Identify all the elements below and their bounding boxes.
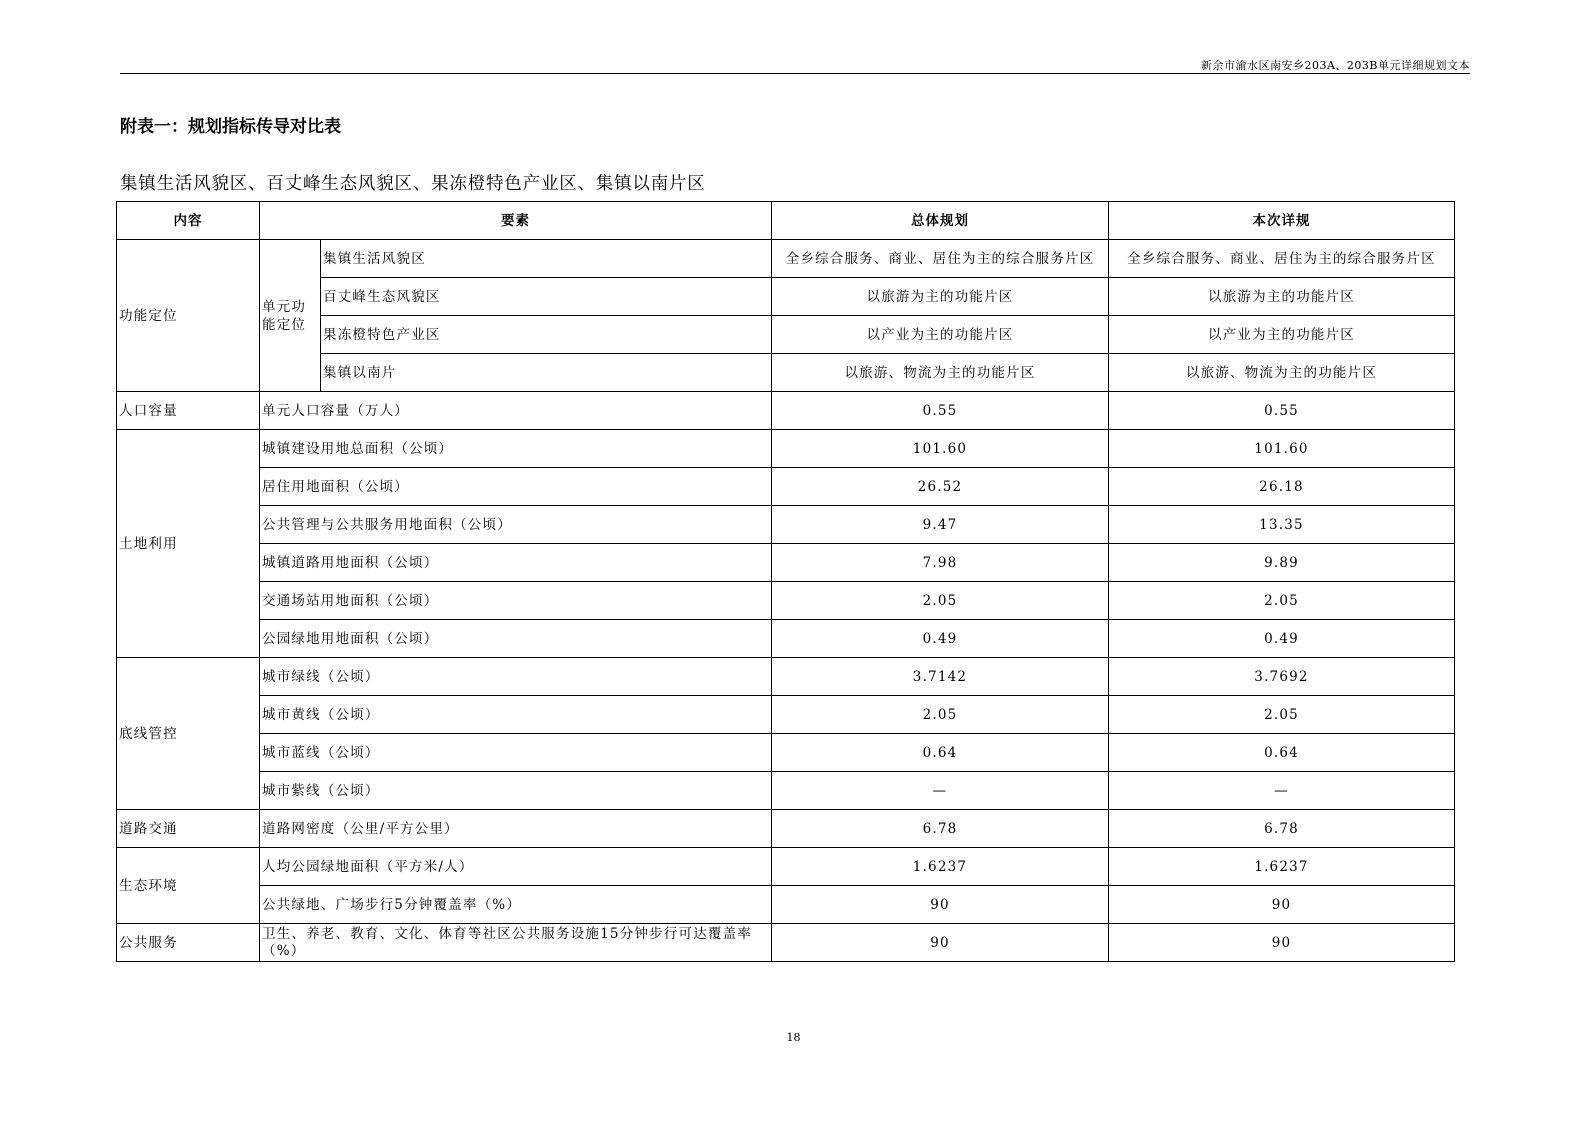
table-subtitle: 集镇生活风貌区、百丈峰生态风貌区、果冻橙特色产业区、集镇以南片区: [120, 174, 706, 194]
header-detailed-plan: 本次详规: [1109, 202, 1455, 240]
element-cell: 城市黄线（公顷）: [260, 696, 772, 734]
category-cell: 功能定位: [117, 240, 260, 392]
table-row: [117, 468, 1455, 506]
section-title: 附表一：规划指标传导对比表: [120, 117, 341, 137]
table-row: [117, 886, 1455, 924]
master-plan-cell: 1.6237: [772, 848, 1109, 886]
detailed-plan-cell: 90: [1109, 886, 1455, 924]
detailed-plan-cell: 以旅游为主的功能片区: [1109, 278, 1455, 316]
element-cell: 城市蓝线（公顷）: [260, 734, 772, 772]
header-master-plan: 总体规划: [772, 202, 1109, 240]
master-plan-cell: 101.60: [772, 430, 1109, 468]
master-plan-cell: 9.47: [772, 506, 1109, 544]
element-cell: 人均公园绿地面积（平方米/人）: [260, 848, 772, 886]
master-plan-cell: 全乡综合服务、商业、居住为主的综合服务片区: [772, 240, 1109, 278]
element-cell: 城镇建设用地总面积（公顷）: [260, 430, 772, 468]
table-row: [117, 734, 1455, 772]
master-plan-cell: 26.52: [772, 468, 1109, 506]
category-cell: 道路交通: [117, 810, 260, 848]
table-row: [117, 810, 1455, 848]
table-row: [117, 848, 1455, 886]
detailed-plan-cell: 以旅游、物流为主的功能片区: [1109, 354, 1455, 392]
element-cell: 交通场站用地面积（公顷）: [260, 582, 772, 620]
table-row: [117, 582, 1455, 620]
master-plan-cell: 0.55: [772, 392, 1109, 430]
element-cell: 公共绿地、广场步行5分钟覆盖率（%）: [260, 886, 772, 924]
element-cell: 城市绿线（公顷）: [260, 658, 772, 696]
detailed-plan-cell: 6.78: [1109, 810, 1455, 848]
master-plan-cell: 以旅游为主的功能片区: [772, 278, 1109, 316]
detailed-plan-cell: 0.64: [1109, 734, 1455, 772]
category-cell: 底线管控: [117, 658, 260, 810]
detailed-plan-cell: 90: [1109, 924, 1455, 962]
category-cell: 人口容量: [117, 392, 260, 430]
master-plan-cell: 3.7142: [772, 658, 1109, 696]
table-row: [117, 620, 1455, 658]
detailed-plan-cell: 0.55: [1109, 392, 1455, 430]
element-cell: 城镇道路用地面积（公顷）: [260, 544, 772, 582]
table-header-row: [117, 202, 1455, 240]
detailed-plan-cell: 2.05: [1109, 582, 1455, 620]
detailed-plan-cell: 101.60: [1109, 430, 1455, 468]
detailed-plan-cell: —: [1109, 772, 1455, 810]
detailed-plan-cell: 以产业为主的功能片区: [1109, 316, 1455, 354]
category-cell: 土地利用: [117, 430, 260, 658]
detailed-plan-cell: 2.05: [1109, 696, 1455, 734]
header-divider: [120, 73, 1470, 74]
table-row: [117, 240, 1455, 278]
indicator-comparison-table: [116, 201, 1455, 962]
master-plan-cell: 6.78: [772, 810, 1109, 848]
element-cell: 百丈峰生态风貌区: [321, 278, 772, 316]
master-plan-cell: 2.05: [772, 696, 1109, 734]
element-cell: 集镇以南片: [321, 354, 772, 392]
element-cell: 居住用地面积（公顷）: [260, 468, 772, 506]
table-row: [117, 658, 1455, 696]
header-content: 内容: [117, 202, 260, 240]
detailed-plan-cell: 13.35: [1109, 506, 1455, 544]
document-header-title: 新余市渝水区南安乡203A、203B单元详细规划文本: [1200, 59, 1470, 72]
master-plan-cell: —: [772, 772, 1109, 810]
element-cell: 城市紫线（公顷）: [260, 772, 772, 810]
element-cell: 单元人口容量（万人）: [260, 392, 772, 430]
detailed-plan-cell: 26.18: [1109, 468, 1455, 506]
table-row: [117, 696, 1455, 734]
detailed-plan-cell: 3.7692: [1109, 658, 1455, 696]
detailed-plan-cell: 9.89: [1109, 544, 1455, 582]
table-row: [117, 430, 1455, 468]
header-element: 要素: [260, 202, 772, 240]
table-row: [117, 772, 1455, 810]
element-cell: 公园绿地用地面积（公顷）: [260, 620, 772, 658]
detailed-plan-cell: 全乡综合服务、商业、居住为主的综合服务片区: [1109, 240, 1455, 278]
table-row: [117, 392, 1455, 430]
element-cell: 卫生、养老、教育、文化、体育等社区公共服务设施15分钟步行可达覆盖率（%）: [260, 924, 772, 962]
master-plan-cell: 90: [772, 924, 1109, 962]
master-plan-cell: 0.49: [772, 620, 1109, 658]
master-plan-cell: 90: [772, 886, 1109, 924]
master-plan-cell: 以旅游、物流为主的功能片区: [772, 354, 1109, 392]
table-row: [117, 506, 1455, 544]
sub-category-cell: 单元功能定位: [260, 240, 321, 392]
element-cell: 公共管理与公共服务用地面积（公顷）: [260, 506, 772, 544]
page-number: 18: [786, 1031, 801, 1044]
table-row: [117, 924, 1455, 962]
table-row: [117, 544, 1455, 582]
detailed-plan-cell: 1.6237: [1109, 848, 1455, 886]
master-plan-cell: 2.05: [772, 582, 1109, 620]
element-cell: 果冻橙特色产业区: [321, 316, 772, 354]
category-cell: 公共服务: [117, 924, 260, 962]
master-plan-cell: 0.64: [772, 734, 1109, 772]
category-cell: 生态环境: [117, 848, 260, 924]
element-cell: 道路网密度（公里/平方公里）: [260, 810, 772, 848]
detailed-plan-cell: 0.49: [1109, 620, 1455, 658]
master-plan-cell: 7.98: [772, 544, 1109, 582]
master-plan-cell: 以产业为主的功能片区: [772, 316, 1109, 354]
element-cell: 集镇生活风貌区: [321, 240, 772, 278]
